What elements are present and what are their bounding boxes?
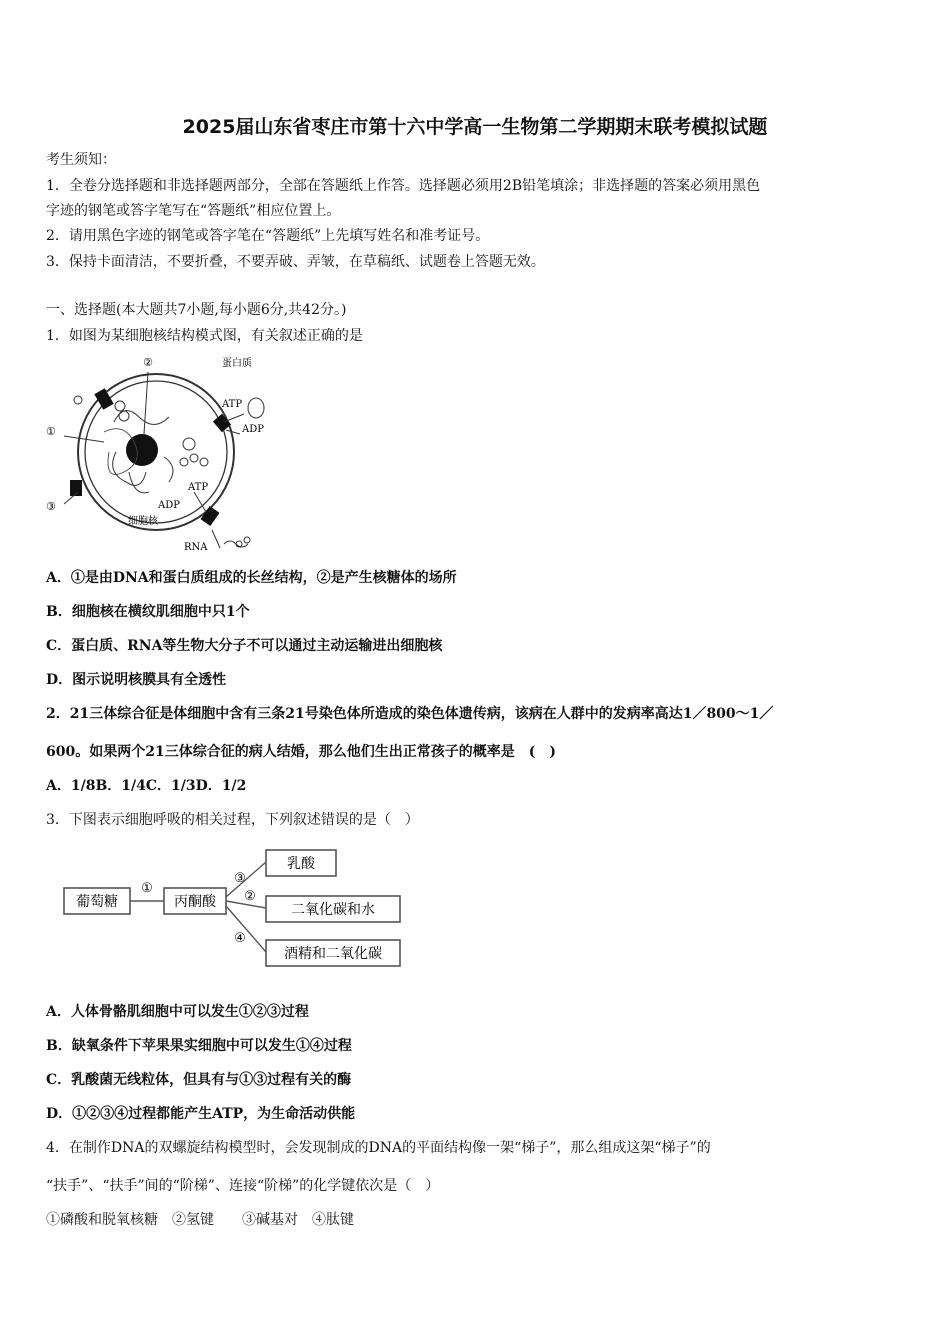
q1-option-d: D．图示说明核膜具有全透性 (46, 672, 227, 688)
label-circle-1: ① (46, 425, 56, 438)
notice-item-3: 3．保持卡面清洁，不要折叠，不要弄破、弄皱，在草稿纸、试题卷上答题无效。 (46, 254, 545, 270)
q2-stem-line1: 2．21三体综合征是体细胞中含有三条21号染色体所造成的染色体遗传病，该病在人群中的发病率高达1／800～1／ (46, 706, 774, 722)
q2-options: A．1/8B．1/4C．1/3D．1/2 (46, 778, 247, 794)
label-atp-bottom: ATP (188, 482, 209, 493)
label-protein: 蛋白质 (222, 358, 252, 369)
notice-item-2: 2．请用黑色字迹的钢笔或答字笔在“答题纸”上先填写姓名和准考证号。 (46, 228, 490, 244)
q1-option-c: C．蛋白质、RNA等生物大分子不可以通过主动运输进出细胞核 (46, 638, 443, 654)
label-atp-top: ATP (222, 399, 243, 410)
step-1: ① (141, 881, 153, 896)
nucleus-diagram (44, 352, 284, 557)
nucleolus (126, 434, 158, 466)
q3-option-b: B．缺氧条件下苹果果实细胞中可以发生①④过程 (46, 1038, 352, 1054)
label-adp-bottom: ADP (158, 500, 180, 511)
notice-heading: 考生须知： (46, 152, 116, 168)
label-adp-top: ADP (242, 424, 264, 435)
notice-item-1: 1．全卷分选择题和非选择题两部分，全部在答题纸上作答。选择题必须用2B铅笔填涂；非选择题的答案必须用黑色 (46, 178, 761, 194)
box-co2-water: 二氧化碳和水 (291, 902, 375, 918)
q4-stem-line1: 4．在制作DNA的双螺旋结构模型时，会发现制成的DNA的平面结构像一架“梯子”，那么组成这架“梯子”的 (46, 1140, 711, 1156)
q3-option-c: C．乳酸菌无线粒体，但具有与①③过程有关的酶 (46, 1072, 352, 1088)
label-circle-2: ② (143, 356, 153, 369)
section-heading: 一、选择题(本大题共7小题,每小题6分,共42分。) (46, 302, 347, 318)
page-title: 2025届山东省枣庄市第十六中学高一生物第二学期期末联考模拟试题 (182, 116, 768, 138)
q3-stem: 3．下图表示细胞呼吸的相关过程，下列叙述错误的是（ ） (46, 812, 419, 828)
q4-choices: ①磷酸和脱氧核糖 ②氢键 ③碱基对 ④肽键 (46, 1212, 354, 1228)
q4-stem-line2: “扶手”、“扶手”间的“阶梯”、连接“阶梯”的化学键依次是（ ） (46, 1178, 440, 1194)
label-circle-3: ③ (46, 500, 56, 513)
box-pyruvate: 丙酮酸 (174, 894, 216, 910)
respiration-diagram (60, 842, 410, 974)
box-lactic-acid: 乳酸 (287, 856, 315, 872)
q1-stem: 1．如图为某细胞核结构模式图，有关叙述正确的是 (46, 328, 363, 344)
q1-option-b: B．细胞核在横纹肌细胞中只1个 (46, 604, 250, 620)
q2-stem-line2: 600。如果两个21三体综合征的病人结婚，那么他们生出正常孩子的概率是 ( ) (46, 744, 556, 760)
q3-option-d: D．①②③④过程都能产生ATP，为生命活动供能 (46, 1106, 356, 1122)
box-alcohol-co2: 酒精和二氧化碳 (284, 946, 382, 962)
label-nucleus: 细胞核 (128, 516, 158, 527)
step-4: ④ (234, 931, 246, 946)
step-2: ② (244, 889, 256, 904)
notice-item-1-cont: 字迹的钢笔或答字笔写在“答题纸”相应位置上。 (46, 203, 341, 219)
q3-option-a: A．人体骨骼肌细胞中可以发生①②③过程 (46, 1004, 309, 1020)
label-rna: RNA (184, 542, 208, 553)
q1-option-a: A．①是由DNA和蛋白质组成的长丝结构，②是产生核糖体的场所 (46, 570, 457, 586)
step-3: ③ (234, 871, 246, 886)
box-glucose: 葡萄糖 (76, 894, 118, 910)
